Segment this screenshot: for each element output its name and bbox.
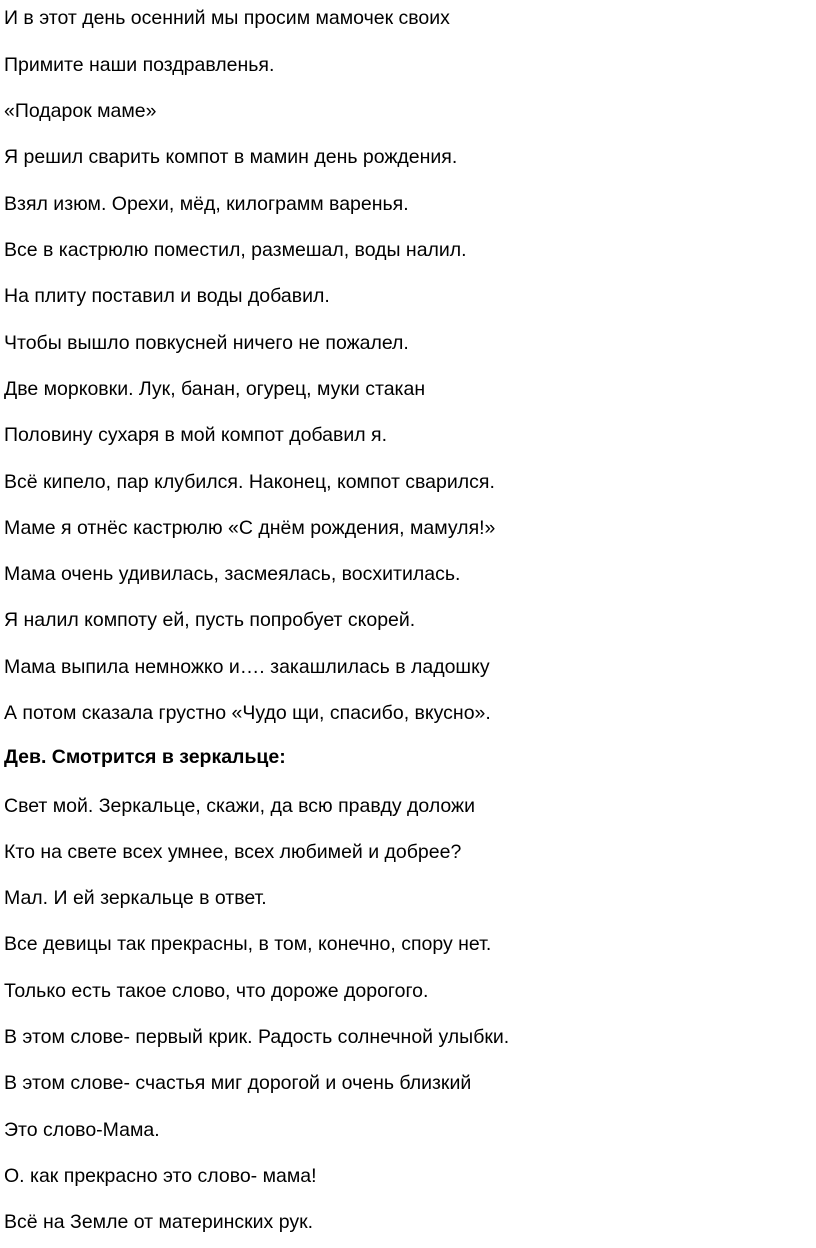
stage-direction-heading: Дев. Смотрится в зеркальце: — [4, 746, 286, 768]
text-line: В этом слове- первый крик. Радость солнечной улыбки. — [4, 1026, 510, 1048]
text-line: В этом слове- счастья миг дорогой и очень близкий — [4, 1072, 472, 1094]
text-line: А потом сказала грустно «Чудо щи, спасибо, вкусно». — [4, 702, 491, 724]
text-line: Взял изюм. Орехи, мёд, килограмм варенья. — [4, 193, 409, 215]
text-line: О. как прекрасно это слово- мама! — [4, 1165, 317, 1187]
text-line: Я налил компоту ей, пусть попробует скорей. — [4, 609, 416, 631]
text-line: На плиту поставил и воды добавил. — [4, 285, 330, 307]
text-line: Примите наши поздравленья. — [4, 54, 275, 76]
text-line: Мал. И ей зеркальце в ответ. — [4, 887, 267, 909]
text-line: Всё на Земле от материнских рук. — [4, 1211, 314, 1233]
text-line: Свет мой. Зеркальце, скажи, да всю правду доложи — [4, 795, 475, 817]
text-line: Две морковки. Лук, банан, огурец, муки стакан — [4, 378, 426, 400]
text-line: Кто на свете всех умнее, всех любимей и добрее? — [4, 841, 462, 863]
text-line: Все девицы так прекрасны, в том, конечно, спору нет. — [4, 933, 492, 955]
text-line: Только есть такое слово, что дороже дорогого. — [4, 980, 429, 1002]
text-line: Чтобы вышло повкусней ничего не пожалел. — [4, 332, 409, 354]
section-title: «Подарок маме» — [4, 100, 157, 122]
text-line: Маме я отнёс кастрюлю «С днём рождения, мамуля!» — [4, 517, 496, 539]
text-line: Все в кастрюлю поместил, размешал, воды налил. — [4, 239, 467, 261]
text-line: И в этот день осенний мы просим мамочек своих — [4, 7, 450, 29]
text-line: Мама очень удивилась, засмеялась, восхитилась. — [4, 563, 461, 585]
text-line: Половину сухаря в мой компот добавил я. — [4, 424, 388, 446]
text-line: Это слово-Мама. — [4, 1119, 160, 1141]
text-line: Мама выпила немножко и…. закашлилась в ладошку — [4, 656, 490, 678]
text-line: Всё кипело, пар клубился. Наконец, компот сварился. — [4, 471, 495, 493]
text-line: Я решил сварить компот в мамин день рождения. — [4, 146, 458, 168]
